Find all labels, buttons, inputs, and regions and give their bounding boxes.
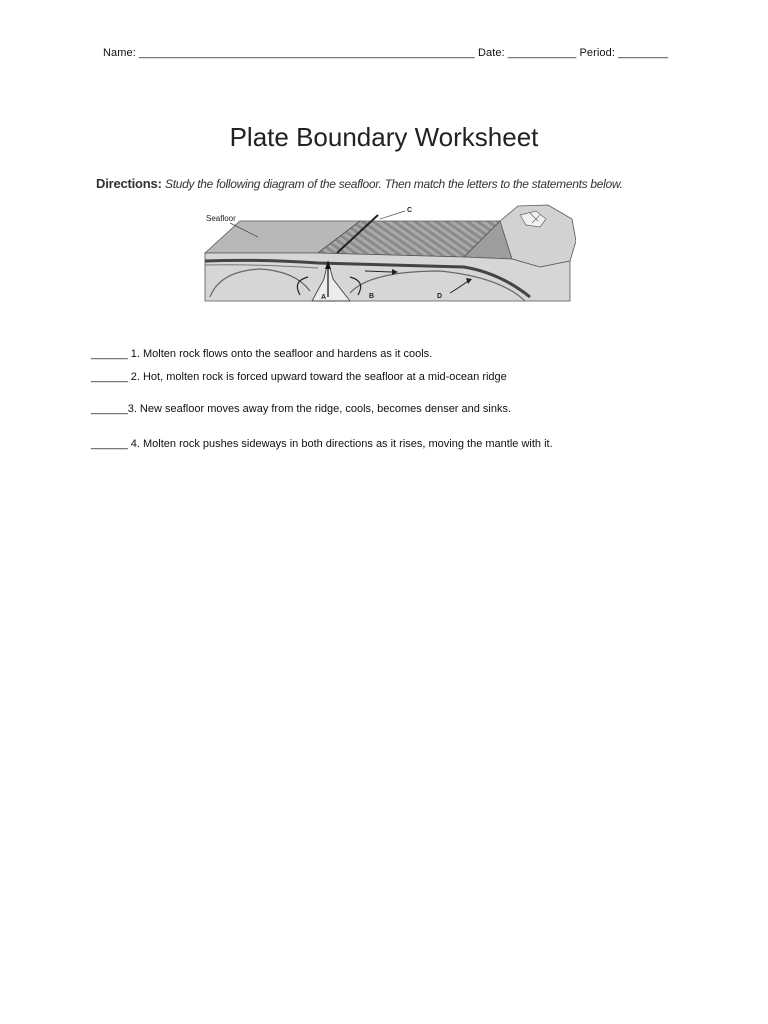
directions-text: Study the following diagram of the seafloor. Then match the letters to the statements below.: [165, 177, 623, 191]
label-a: A: [321, 294, 327, 301]
label-d: D: [437, 293, 443, 300]
label-c: C: [407, 207, 413, 214]
name-field[interactable]: Name: ______________________________________________________: [103, 47, 475, 59]
statement-3: ______3. New seafloor moves away from the ridge, cools, becomes denser and sinks.: [91, 403, 512, 415]
seafloor-diagram: [200, 201, 576, 305]
date-field[interactable]: Date: ___________: [477, 47, 577, 59]
period-field[interactable]: Period: ________: [579, 47, 668, 59]
statement-2: ______ 2. Hot, molten rock is forced upward toward the seafloor at a mid-ocean ridge: [91, 371, 507, 383]
header-line: [103, 47, 668, 59]
directions-label: Directions:: [96, 176, 162, 191]
directions: [96, 176, 623, 191]
page-title: Plate Boundary Worksheet: [229, 122, 539, 152]
statement-1: ______ 1. Molten rock flows onto the seafloor and hardens as it cools.: [91, 348, 433, 360]
statement-4: ______ 4. Molten rock pushes sideways in both directions as it rises, moving the mantle with it.: [91, 438, 553, 450]
seafloor-label: Seafloor: [206, 214, 236, 223]
label-b: B: [369, 293, 375, 300]
